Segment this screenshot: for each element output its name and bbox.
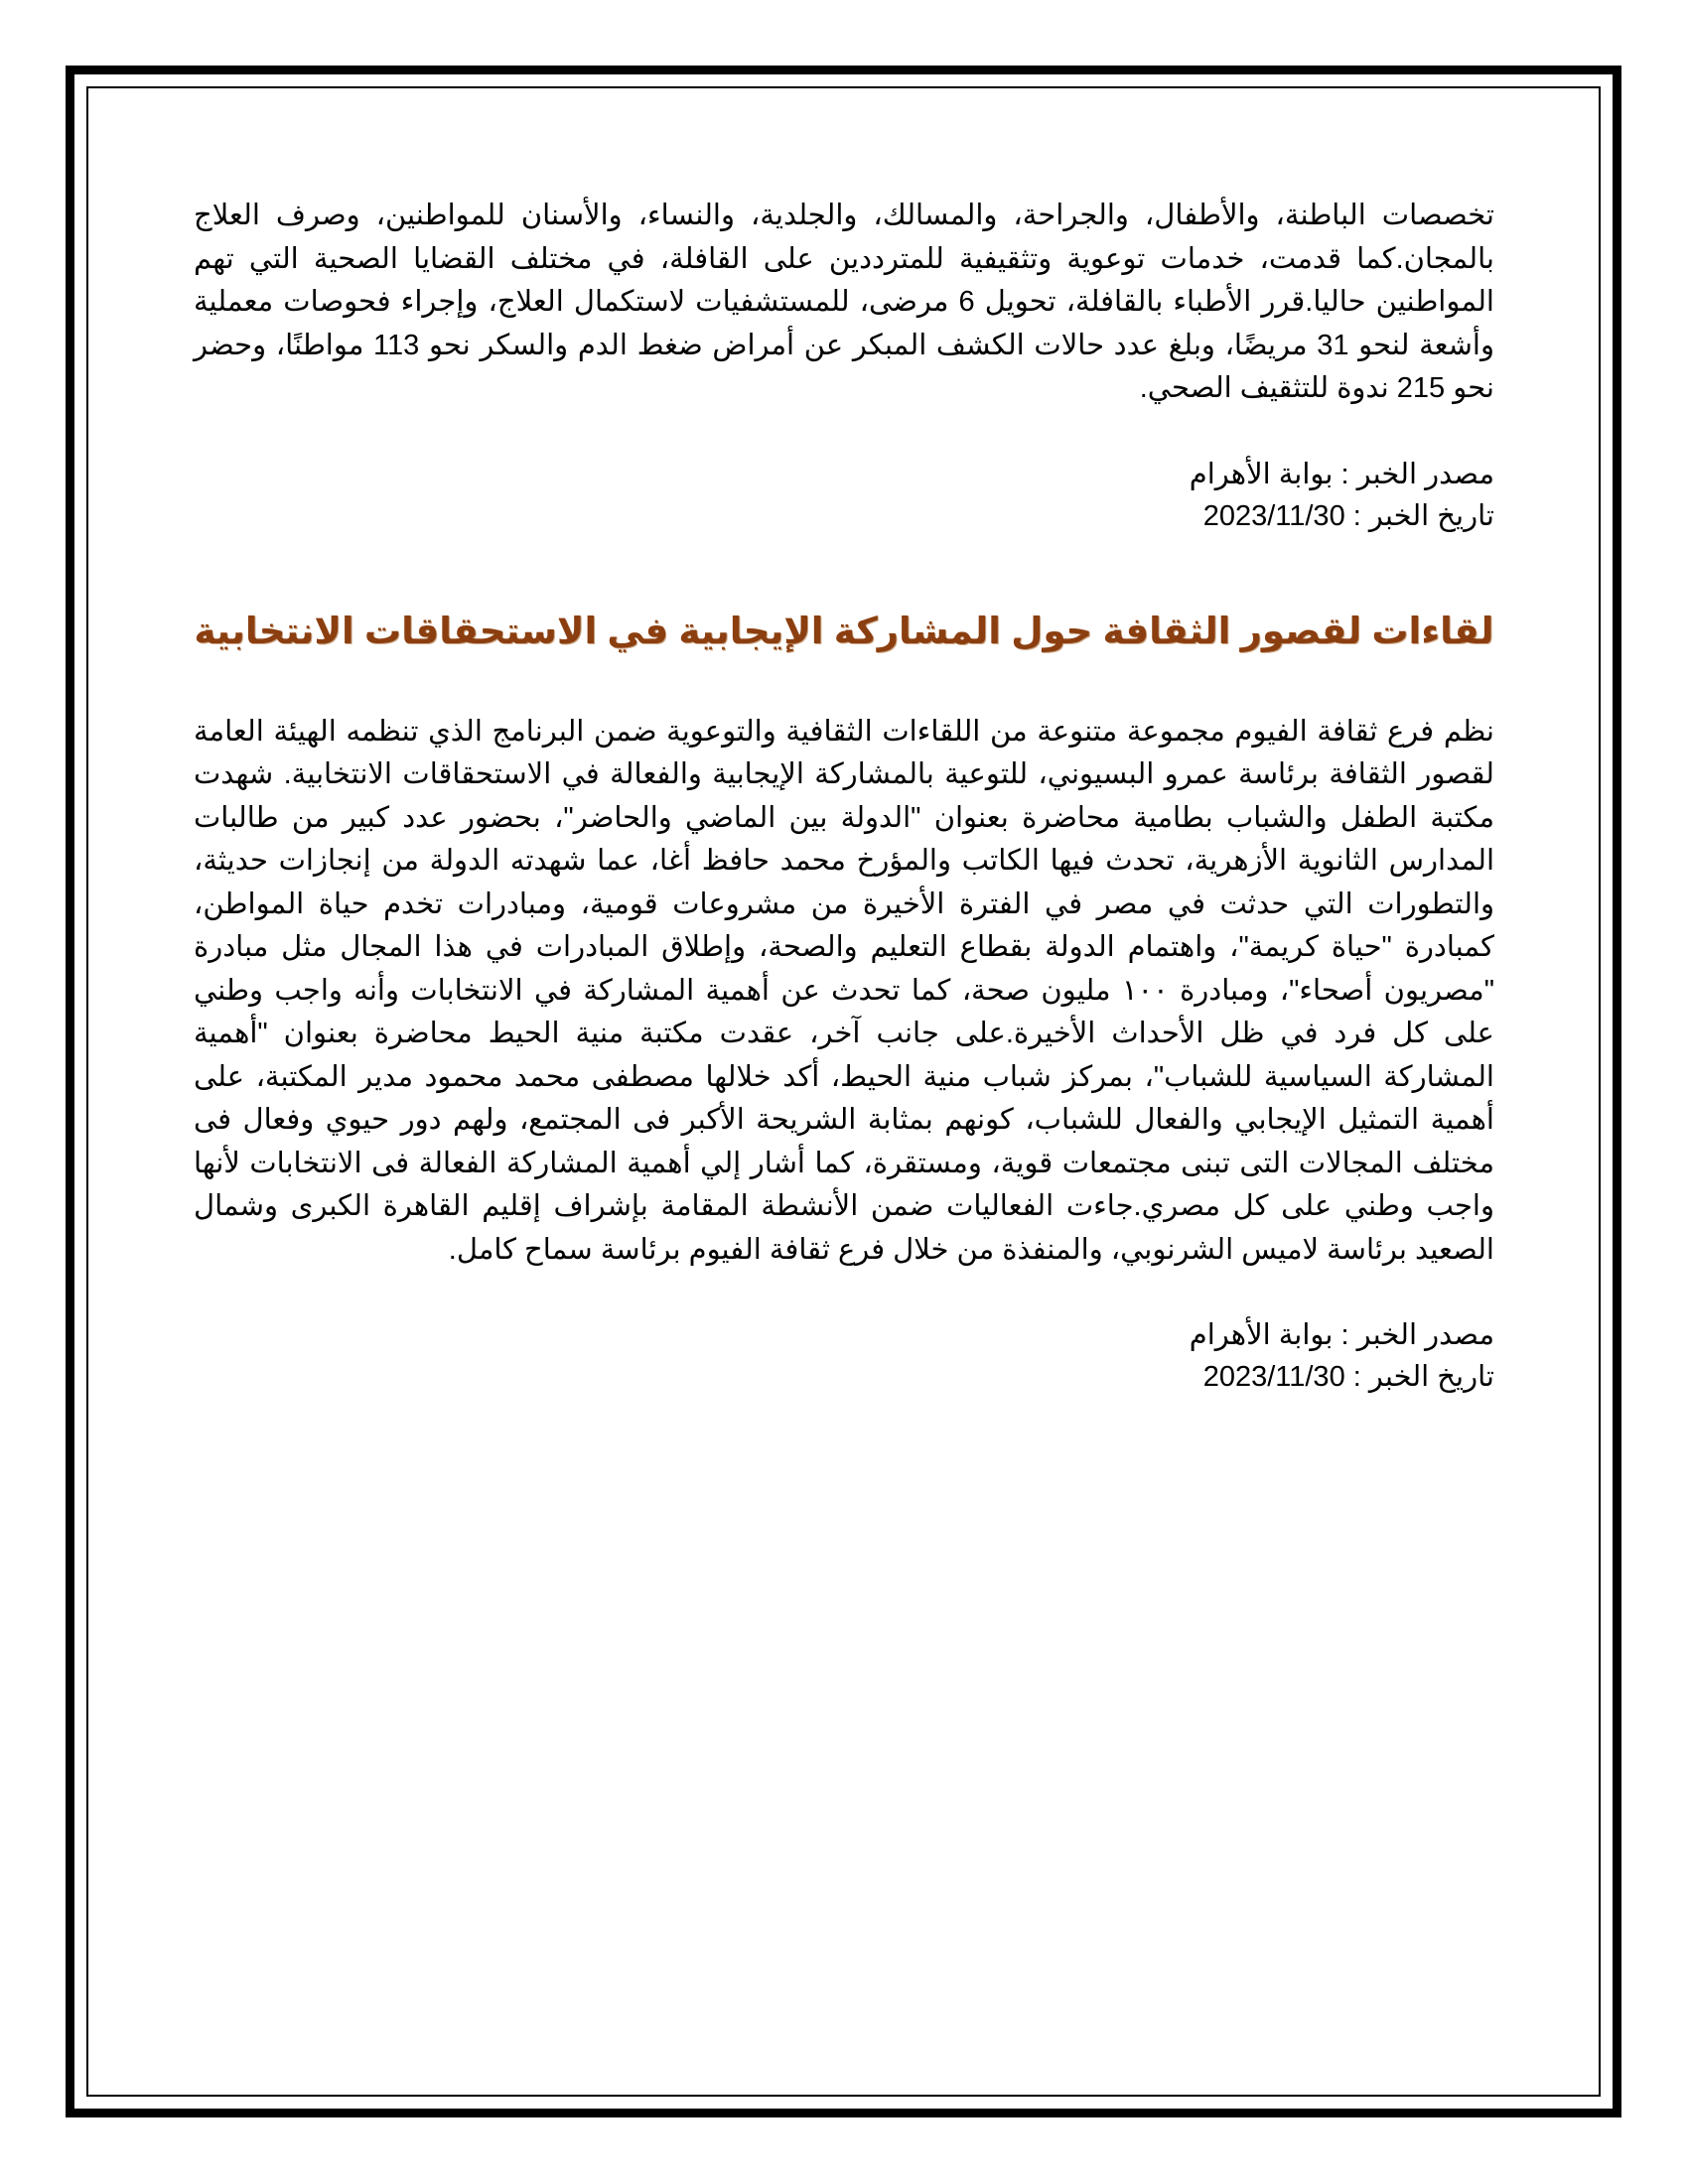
article-1-body: تخصصات الباطنة، والأطفال، والجراحة، والمسالك، والجلدية، والنساء، والأسنان للمواطنين، وصرف العلاج بالمجان.كما قدمت، خدمات توعوية وتثقيفية للمترددين على القافلة، في مختلف القضايا الصحية التي تهم المواطنين حاليا.قرر الأطباء بالقافلة، تحويل 6 مرضى، للمستشفيات لاستكمال العلاج، وإجراء فحوصات معملية وأشعة لنحو 31 مريضًا، وبلغ عدد حالات الكشف المبكر عن أمراض ضغط الدم والسكر نحو 113 مواطنًا، وحضر نحو 215 ندوة للتثقيف الصحي. bbox=[194, 200, 1494, 404]
article-1-meta bbox=[194, 454, 1494, 537]
article-2-date: تاريخ الخبر : 2023/11/30 bbox=[1202, 1361, 1494, 1393]
page-content bbox=[194, 195, 1494, 1398]
article-1-source: مصدر الخبر : بوابة الأهرام bbox=[1189, 458, 1494, 490]
article-2-source: مصدر الخبر : بوابة الأهرام bbox=[1189, 1319, 1494, 1351]
article-2-title: لقاءات لقصور الثقافة حول المشاركة الإيجابية في الاستحقاقات الانتخابية bbox=[194, 610, 1494, 651]
article-2-meta bbox=[194, 1314, 1494, 1398]
article-2-body: نظم فرع ثقافة الفيوم مجموعة متنوعة من اللقاءات الثقافية والتوعوية ضمن البرنامج الذي تنظمه الهيئة العامة لقصور الثقافة برئاسة عمرو البسيوني، للتوعية بالمشاركة الإيجابية والفعالة في الاستحقاقات الانتخابية. شهدت مكتبة الطفل والشباب بطامية محاضرة بعنوان "الدولة بين الماضي والحاضر"، بحضور عدد كبير من طالبات المدارس الثانوية الأزهرية، تحدث فيها الكاتب والمؤرخ محمد حافظ أغا، عما شهدته الدولة من إنجازات حديثة، والتطورات التي حدثت في مصر في الفترة الأخيرة من مشروعات قومية، ومبادرات تخدم حياة المواطن، كمبادرة "حياة كريمة"، واهتمام الدولة بقطاع التعليم والصحة، وإطلاق المبادرات في هذا المجال مثل مبادرة "مصريون أصحاء"، ومبادرة ١٠٠ مليون صحة، كما تحدث عن أهمية المشاركة في الانتخابات وأنه واجب وطني على كل فرد في ظل الأحداث الأخيرة.على جانب آخر، عقدت مكتبة منية الحيط محاضرة بعنوان "أهمية المشاركة السياسية للشباب"، بمركز شباب منية الحيط، أكد خلالها مصطفى محمد محمود مدير المكتبة، على أهمية التمثيل الإيجابي والفعال للشباب، كونهم بمثابة الشريحة الأكبر فى المجتمع، ولهم دور حيوي وفعال فى مختلف المجالات التى تبنى مجتمعات قوية، ومستقرة، كما أشار إلي أهمية المشاركة الفعالة فى الانتخابات لأنها واجب وطني على كل مصري.جاءت الفعاليات ضمن الأنشطة المقامة بإشراف إقليم القاهرة الكبرى وشمال الصعيد برئاسة لاميس الشرنوبي، والمنفذة من خلال فرع ثقافة الفيوم برئاسة سماح كامل. bbox=[194, 715, 1494, 1266]
article-1-date: تاريخ الخبر : 2023/11/30 bbox=[1202, 499, 1494, 532]
